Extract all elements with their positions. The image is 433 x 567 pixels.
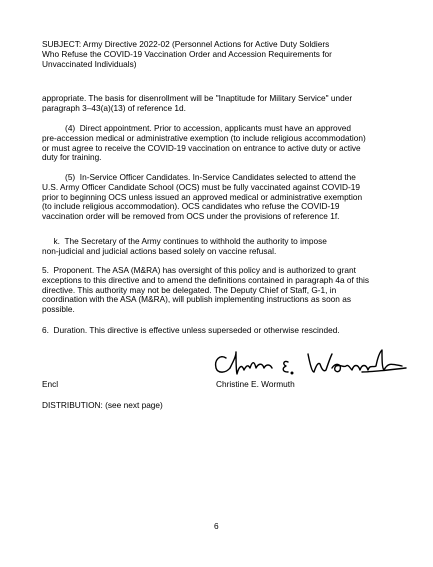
subject-line-1: SUBJECT: Army Directive 2022-02 (Personnel Actions for Active Duty Soldiers [42, 39, 330, 49]
paragraph-in-service-officer-candidates: (5) In-Service Officer Candidates. In-Service Candidates selected to attend the U.S. Army Officer Candidate School (OCS) must be fully vaccinated against COVID-19 prior to beginning OCS unless issued an approved medical or administrative exemption (to include religious accommodation). OCS candidates who refuse the COVID-19 vaccination order will be removed from OCS under the provisions of reference 1f. [42, 172, 363, 222]
subject-line-2: Who Refuse the COVID-19 Vaccination Order and Accession Requirements for [42, 48, 332, 59]
paragraph-secretary-authority: k. The Secretary of the Army continues to withhold the authority to impose non-judicial and judicial actions based solely on vaccine refusal. [42, 236, 327, 256]
paragraph-direct-appointment: (4) Direct appointment. Prior to accession, applicants must have an approved pre-accession medical or administrative exemption (to include religious accommodation) or must agree to receive the COVID-19 vaccination on entrance to active duty or active duty for training. [42, 123, 366, 163]
handwritten-signature [212, 346, 408, 382]
paragraph-duration: 6. Duration. This directive is effective unless superseded or otherwise rescinded. [42, 325, 340, 335]
subject-line-3: Unvaccinated Individuals) [42, 58, 137, 69]
distribution-line: DISTRIBUTION: (see next page) [42, 400, 163, 410]
paragraph-proponent: 5. Proponent. The ASA (M&RA) has oversight of this policy and is authorized to grant exceptions to this directive and to amend the definitions contained in paragraph 4a of this directive. This authority may not be delegated. The Deputy Chief of Staff, G-1, in coordination with the ASA (M&RA), will publish implementing instructions as soon as possible. [42, 265, 370, 315]
subject-heading [42, 40, 332, 69]
enclosure-label: Encl [42, 379, 59, 389]
page-number: 6 [214, 521, 219, 531]
paragraph-continuation: appropriate. The basis for disenrollment will be "Inaptitude for Military Service" under paragraph 3–43(a)(13) of reference 1d. [42, 93, 353, 113]
signer-name: Christine E. Wormuth [216, 379, 295, 389]
